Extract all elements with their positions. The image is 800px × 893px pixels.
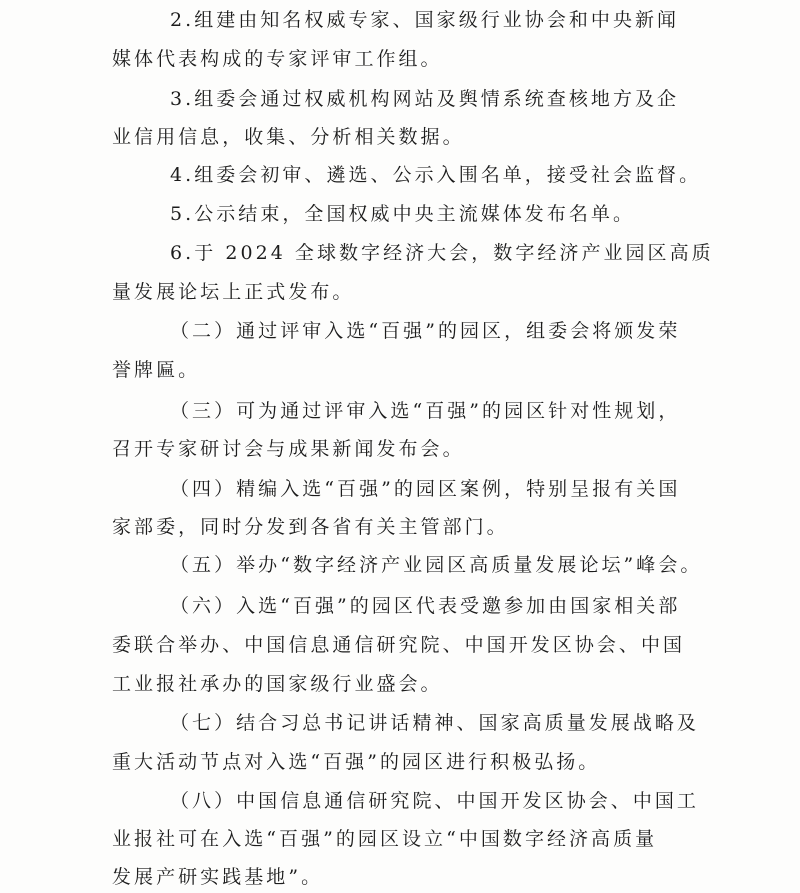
text-line: （八）中国信息通信研究院、中国开发区协会、中国工 <box>170 790 699 812</box>
text-line: （三）可为通过评审入选“百强”的园区针对性规划， <box>170 400 681 422</box>
text-line: 业信用信息，收集、分析相关数据。 <box>112 126 465 148</box>
text-line: 3.组委会通过权威机构网站及舆情系统查核地方及企 <box>170 88 680 110</box>
text-line: （七）结合习总书记讲话精神、国家高质量发展战略及 <box>170 712 699 734</box>
text-line: （二）通过评审入选“百强”的园区，组委会将颁发荣 <box>170 320 681 342</box>
text-line: 发展产研实践基地”。 <box>112 866 324 888</box>
text-line: 4.组委会初审、遴选、公示入围名单，接受社会监督。 <box>170 164 702 186</box>
text-line: 重大活动节点对入选“百强”的园区进行积极弘扬。 <box>112 751 601 773</box>
text-line: 誉牌匾。 <box>112 359 201 381</box>
text-line: 工业报社承办的国家级行业盛会。 <box>112 673 443 695</box>
text-line: 家部委，同时分发到各省有关主管部门。 <box>112 516 509 538</box>
text-line: （四）精编入选“百强”的园区案例，特别呈报有关国 <box>170 478 681 500</box>
text-line: 业报社可在入选“百强”的园区设立“中国数字经济高质量 <box>112 828 658 850</box>
text-line: 2.组建由知名权威专家、国家级行业协会和中央新闻 <box>170 9 680 31</box>
text-line: 5.公示结束，全国权威中央主流媒体发布名单。 <box>170 203 636 225</box>
text-line: （五）举办“数字经济产业园区高质量发展论坛”峰会。 <box>170 554 703 576</box>
text-line: 媒体代表构成的专家评审工作组。 <box>112 48 443 70</box>
text-line: 量发展论坛上正式发布。 <box>112 281 355 303</box>
text-line: 6.于 2024 全球数字经济大会，数字经济产业园区高质 <box>170 242 714 264</box>
text-line: 委联合举办、中国信息通信研究院、中国开发区协会、中国 <box>112 634 686 656</box>
text-line: 召开专家研讨会与成果新闻发布会。 <box>112 438 465 460</box>
text-line: （六）入选“百强”的园区代表受邀参加由国家相关部 <box>170 595 681 617</box>
